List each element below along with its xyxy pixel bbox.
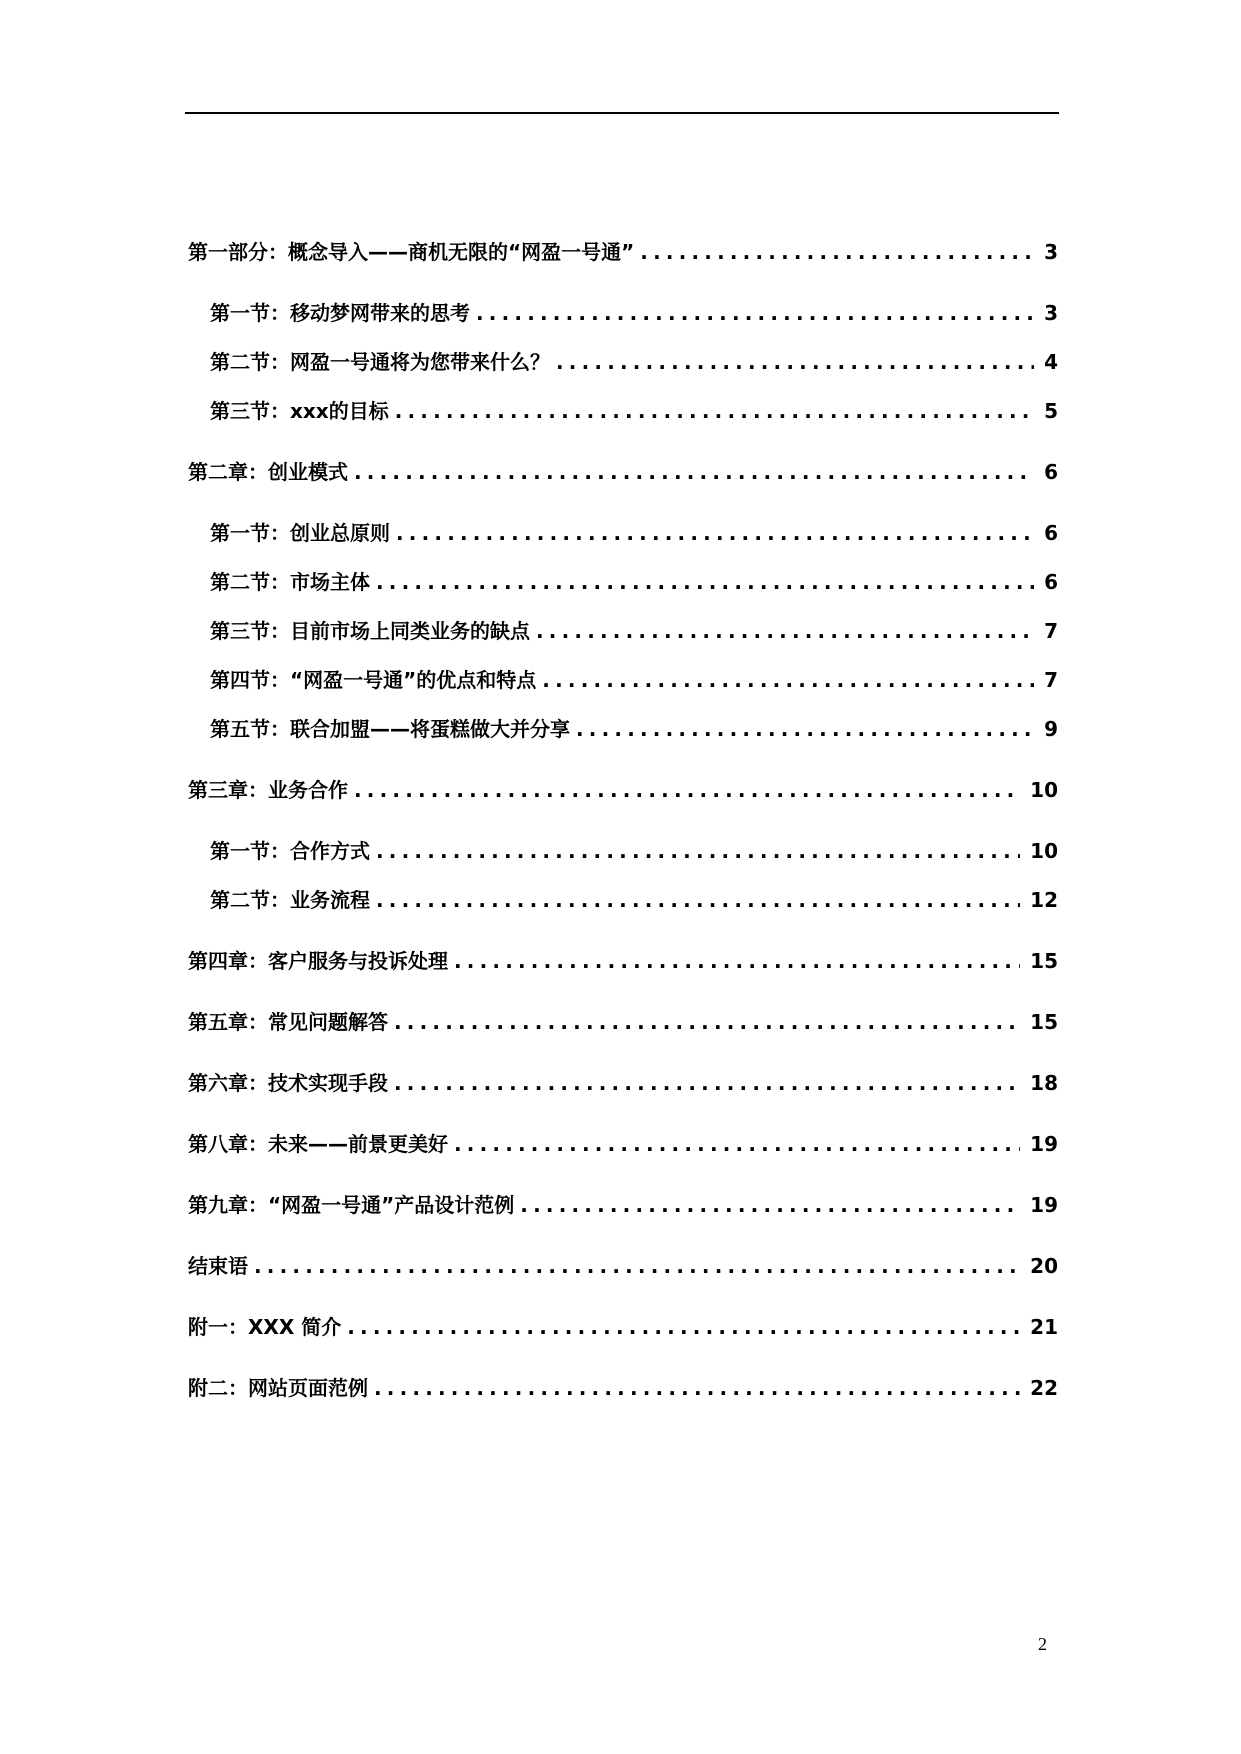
toc-entry-page: 10 bbox=[1030, 839, 1058, 863]
toc-entry-label: 第三节：xxx的目标 bbox=[210, 399, 389, 423]
toc-entry-part-1[interactable] bbox=[188, 237, 1058, 267]
dot-leader bbox=[376, 885, 1020, 915]
dot-leader bbox=[640, 237, 1034, 267]
dot-leader bbox=[394, 1007, 1020, 1037]
dot-leader bbox=[354, 457, 1034, 487]
toc-entry-page: 10 bbox=[1030, 778, 1058, 802]
toc-entry-label: 第二节：网盈一号通将为您带来什么？ bbox=[210, 350, 550, 374]
toc-entry-label: 第二节：业务流程 bbox=[210, 888, 370, 912]
toc-entry-page: 3 bbox=[1044, 240, 1058, 264]
toc-entry-chapter-3-section-2[interactable] bbox=[210, 885, 1058, 915]
dot-leader bbox=[576, 714, 1034, 744]
dot-leader bbox=[394, 1068, 1020, 1098]
toc-entry-label: 第四章：客户服务与投诉处理 bbox=[188, 949, 448, 973]
toc-entry-appendix-2[interactable] bbox=[188, 1373, 1058, 1403]
toc-entry-part-1-section-3[interactable] bbox=[210, 396, 1058, 426]
toc-entry-page: 19 bbox=[1030, 1193, 1058, 1217]
toc-entry-chapter-5[interactable] bbox=[188, 1007, 1058, 1037]
toc-entry-chapter-9[interactable] bbox=[188, 1190, 1058, 1220]
dot-leader bbox=[347, 1312, 1020, 1342]
toc-entry-page: 7 bbox=[1044, 668, 1058, 692]
toc-entry-chapter-6[interactable] bbox=[188, 1068, 1058, 1098]
dot-leader bbox=[536, 616, 1034, 646]
toc-entry-label: 结束语 bbox=[188, 1254, 248, 1278]
dot-leader bbox=[376, 836, 1020, 866]
toc-entry-label: 第三节：目前市场上同类业务的缺点 bbox=[210, 619, 530, 643]
toc-entry-chapter-3[interactable] bbox=[188, 775, 1058, 805]
toc-entry-page: 20 bbox=[1030, 1254, 1058, 1278]
toc-entry-page: 9 bbox=[1044, 717, 1058, 741]
toc-entry-label: 第四节：“网盈一号通”的优点和特点 bbox=[210, 668, 537, 692]
page-number: 2 bbox=[1038, 1634, 1047, 1654]
toc-entry-page: 21 bbox=[1030, 1315, 1058, 1339]
toc-entry-chapter-2-section-4[interactable] bbox=[210, 665, 1058, 695]
dot-leader bbox=[556, 347, 1034, 377]
toc-entry-chapter-2-section-2[interactable] bbox=[210, 567, 1058, 597]
toc-entry-label: 第三章：业务合作 bbox=[188, 778, 348, 802]
toc-entry-part-1-section-1[interactable] bbox=[210, 298, 1058, 328]
toc-entry-conclusion[interactable] bbox=[188, 1251, 1058, 1281]
toc-entry-chapter-2-section-5[interactable] bbox=[210, 714, 1058, 744]
toc-entry-page: 18 bbox=[1030, 1071, 1058, 1095]
toc-entry-chapter-3-section-1[interactable] bbox=[210, 836, 1058, 866]
toc-entry-page: 15 bbox=[1030, 1010, 1058, 1034]
toc-entry-page: 4 bbox=[1044, 350, 1058, 374]
toc-entry-label: 附二：网站页面范例 bbox=[188, 1376, 368, 1400]
toc-entry-label: 附一：XXX 简介 bbox=[188, 1315, 342, 1339]
toc-entry-label: 第一节：移动梦网带来的思考 bbox=[210, 301, 470, 325]
dot-leader bbox=[454, 1129, 1020, 1159]
toc-entry-chapter-2[interactable] bbox=[188, 457, 1058, 487]
toc-entry-page: 15 bbox=[1030, 949, 1058, 973]
toc-entry-chapter-8[interactable] bbox=[188, 1129, 1058, 1159]
toc-entry-part-1-section-2[interactable] bbox=[210, 347, 1058, 377]
toc-entry-page: 22 bbox=[1030, 1376, 1058, 1400]
dot-leader bbox=[254, 1251, 1020, 1281]
toc-entry-label: 第一部分：概念导入——商机无限的“网盈一号通” bbox=[188, 240, 635, 264]
toc-entry-page: 6 bbox=[1044, 521, 1058, 545]
toc-entry-label: 第六章：技术实现手段 bbox=[188, 1071, 388, 1095]
dot-leader bbox=[374, 1373, 1020, 1403]
dot-leader bbox=[376, 567, 1034, 597]
dot-leader bbox=[396, 518, 1034, 548]
dot-leader bbox=[454, 946, 1020, 976]
dot-leader bbox=[520, 1190, 1020, 1220]
toc-entry-label: 第八章：未来——前景更美好 bbox=[188, 1132, 448, 1156]
toc-entry-page: 3 bbox=[1044, 301, 1058, 325]
toc-entry-label: 第二章：创业模式 bbox=[188, 460, 348, 484]
toc-entry-page: 5 bbox=[1044, 399, 1058, 423]
toc-entry-label: 第五节：联合加盟——将蛋糕做大并分享 bbox=[210, 717, 570, 741]
toc-entry-chapter-4[interactable] bbox=[188, 946, 1058, 976]
dot-leader bbox=[476, 298, 1034, 328]
toc-entry-chapter-2-section-1[interactable] bbox=[210, 518, 1058, 548]
toc-entry-label: 第二节：市场主体 bbox=[210, 570, 370, 594]
toc-entry-page: 19 bbox=[1030, 1132, 1058, 1156]
toc-entry-label: 第五章：常见问题解答 bbox=[188, 1010, 388, 1034]
toc-entry-label: 第一节：创业总原则 bbox=[210, 521, 390, 545]
toc-entry-page: 6 bbox=[1044, 460, 1058, 484]
toc-entry-label: 第一节：合作方式 bbox=[210, 839, 370, 863]
dot-leader bbox=[354, 775, 1020, 805]
toc-entry-label: 第九章：“网盈一号通”产品设计范例 bbox=[188, 1193, 515, 1217]
toc-entry-appendix-1[interactable] bbox=[188, 1312, 1058, 1342]
dot-leader bbox=[395, 396, 1034, 426]
toc-entry-chapter-2-section-3[interactable] bbox=[210, 616, 1058, 646]
toc-entry-page: 12 bbox=[1030, 888, 1058, 912]
toc-entry-page: 6 bbox=[1044, 570, 1058, 594]
toc-entry-page: 7 bbox=[1044, 619, 1058, 643]
dot-leader bbox=[542, 665, 1034, 695]
